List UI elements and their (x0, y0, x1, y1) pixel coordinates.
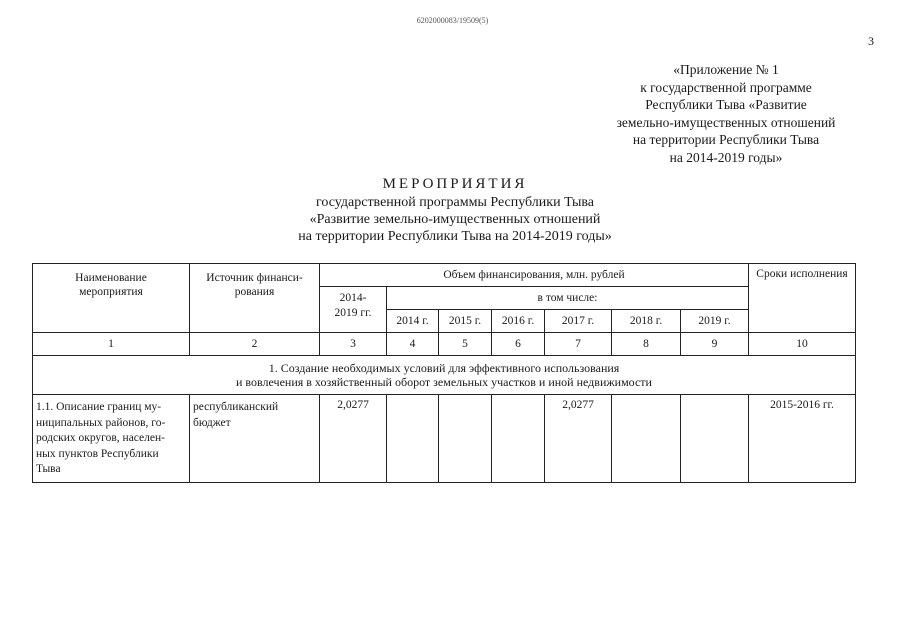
total-amount: 2,0277 (320, 395, 387, 483)
measure-name: 1.1. Описание границ му- ниципальных районов, го- родских округов, населен- ных пунктов Республики Тыва (33, 395, 190, 483)
amount-2017: 2,0277 (545, 395, 612, 483)
header-year-2014: 2014 г. (387, 310, 439, 333)
header-year-2017: 2017 г. (545, 310, 612, 333)
appendix-note (560, 61, 892, 166)
amount-2016 (492, 395, 545, 483)
numbering-row (33, 333, 856, 356)
header-deadline: Сроки исполнения (749, 264, 856, 333)
amount-2015 (439, 395, 492, 483)
deadline: 2015-2016 гг. (749, 395, 856, 483)
page-number: 3 (868, 34, 874, 48)
header-year-2018: 2018 г. (612, 310, 681, 333)
document-code: 6202000083/19509(5) (416, 16, 489, 25)
measures-table (32, 263, 856, 483)
amount-2019 (681, 395, 749, 483)
section-title: 1. Создание необходимых условий для эффективного использования и вовлечения в хозяйственный оборот земельных участков и иной недвижимости (33, 356, 856, 395)
appendix-line: «Приложение № 1 (673, 62, 779, 77)
header-name: Наименование мероприятия (33, 264, 190, 333)
header-year-2019: 2019 г. (681, 310, 749, 333)
column-number: 7 (545, 333, 612, 356)
header-source: Источник финанси- рования (190, 264, 320, 333)
document-heading (150, 174, 760, 245)
section-row (33, 356, 856, 395)
header-including: в том числе: (387, 287, 749, 310)
amount-2014 (387, 395, 439, 483)
funding-source: республиканский бюджет (190, 395, 320, 483)
header-year-2015: 2015 г. (439, 310, 492, 333)
column-number: 4 (387, 333, 439, 356)
header-year-2016: 2016 г. (492, 310, 545, 333)
heading-line: «Развитие земельно-имущественных отношений (309, 212, 601, 227)
column-number: 5 (439, 333, 492, 356)
header-total: 2014- 2019 гг. (320, 287, 387, 333)
appendix-line: на 2014-2019 годы» (669, 149, 783, 165)
appendix-line: на территории Республики Тыва (632, 132, 820, 147)
column-number: 2 (190, 333, 320, 356)
column-number: 3 (320, 333, 387, 356)
table-row (33, 395, 856, 483)
column-number: 9 (681, 333, 749, 356)
amount-2018 (612, 395, 681, 483)
column-number: 1 (33, 333, 190, 356)
heading-line: на территории Республики Тыва на 2014-2019 годы» (298, 229, 612, 244)
appendix-line: к государственной программе (640, 79, 812, 95)
appendix-line: земельно-имущественных отношений (616, 114, 836, 130)
heading-title: МЕРОПРИЯТИЯ (382, 176, 528, 192)
column-number: 8 (612, 333, 681, 356)
appendix-line: Республики Тыва «Развитие (645, 97, 807, 112)
column-number: 6 (492, 333, 545, 356)
header-volume: Объем финансирования, млн. рублей (320, 264, 749, 287)
column-number: 10 (749, 333, 856, 356)
heading-line: государственной программы Республики Тыва (316, 195, 594, 210)
